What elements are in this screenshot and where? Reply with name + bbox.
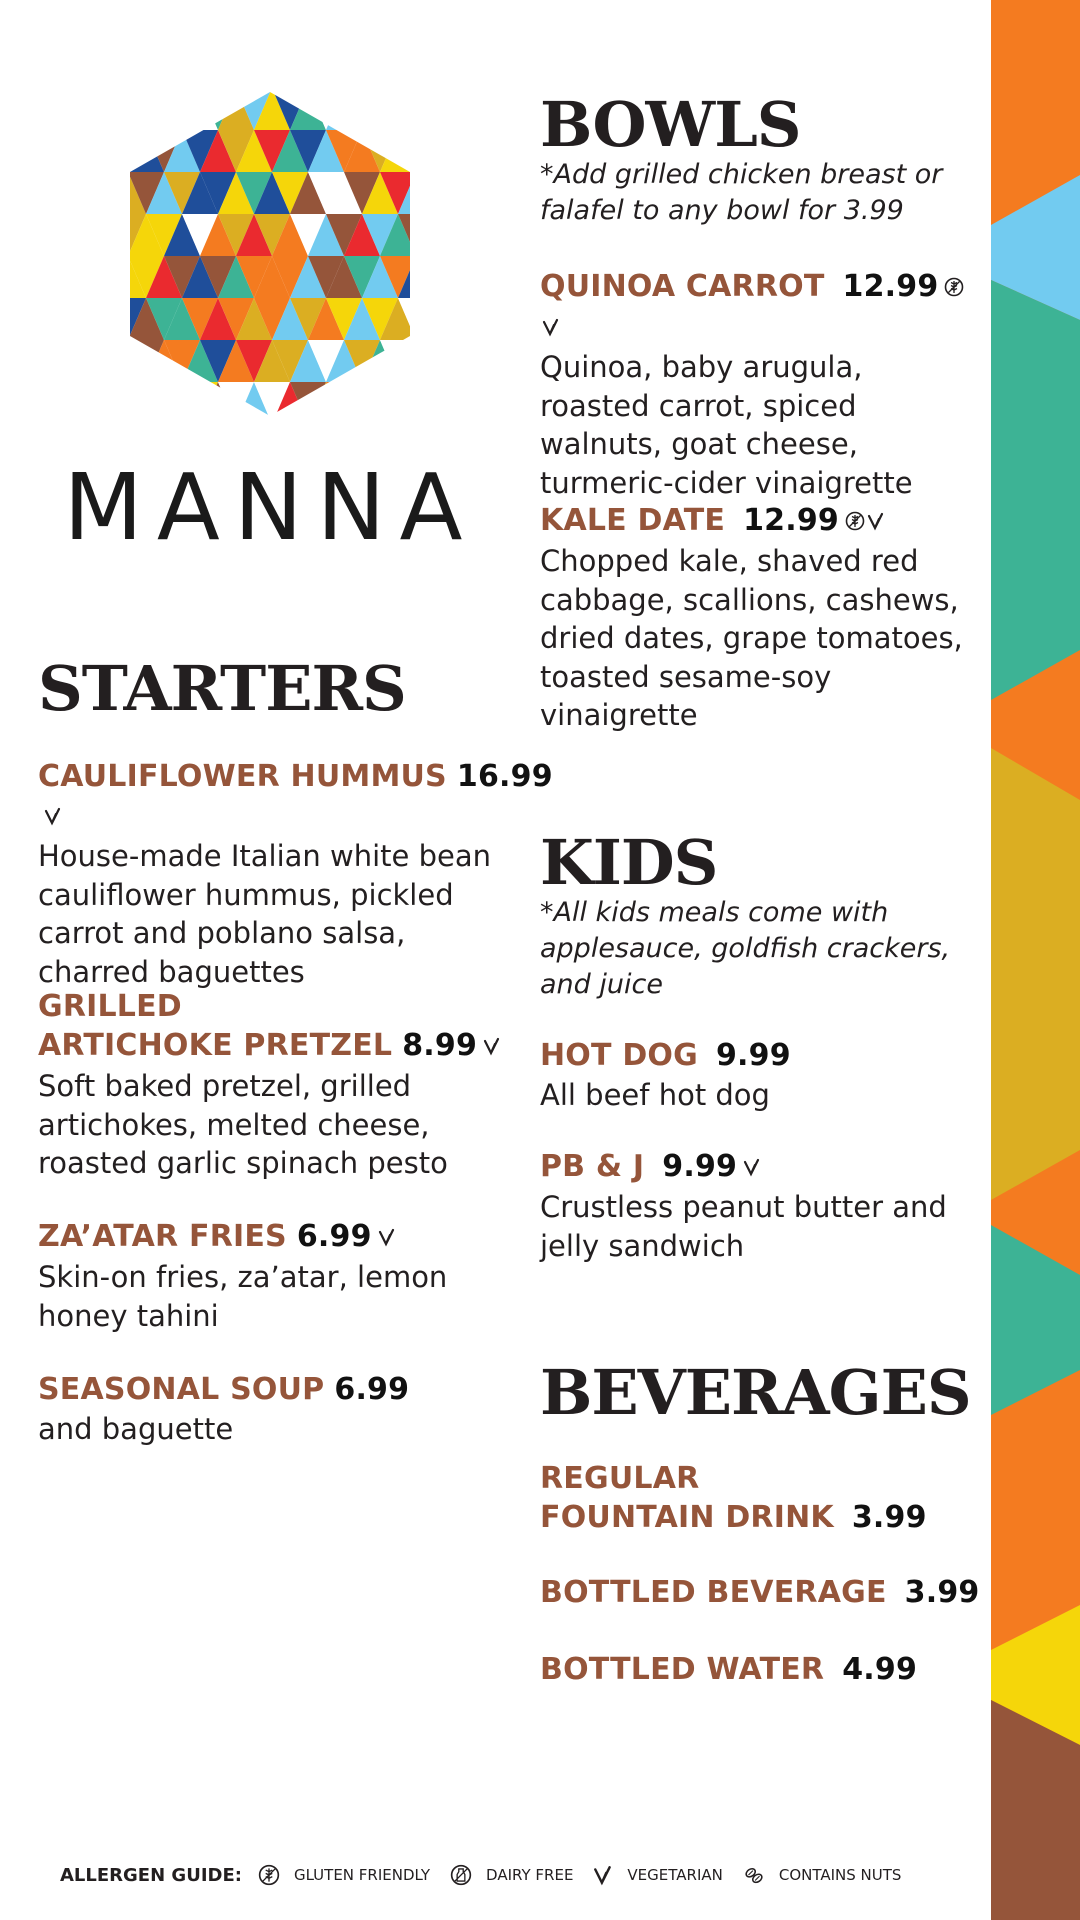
logo-mosaic-tile [362,382,398,418]
gluten-friendly-icon [258,1864,280,1886]
menu-item [540,1459,980,1537]
item-name: ZA’ATAR FRIES [38,1219,287,1254]
vegetarian-icon [378,1218,396,1257]
bowls-note: *Add grilled chicken breast or falafel to any bowl for 3.99 [540,159,943,226]
logo-mosaic-tile [398,340,430,382]
decorative-color-stripe [991,0,1080,1920]
logo-mosaic-tile [128,88,164,130]
item-description: Quinoa, baby arugula, roasted carrot, spiced walnuts, goat cheese, turmeric-cider vinaigrette [540,350,913,500]
item-name: HOT DOG [540,1038,698,1073]
item-price: 9.99 [715,1038,791,1073]
logo-mosaic-tile [110,130,146,172]
allergen-guide [60,1860,921,1890]
logo-mosaic-tile [416,88,430,130]
item-price: 12.99 [842,269,939,304]
kids-note: *All kids meals come with applesauce, goldfish crackers, and juice [540,897,951,1000]
logo-mosaic-tile [182,88,218,130]
logo-mosaic-tile [164,88,200,130]
brand-wordmark: MANNA [63,454,477,561]
logo-mosaic-tile [416,172,430,214]
logo-mosaic-tile [398,382,430,418]
item-price: 12.99 [743,503,839,538]
item-description: Chopped kale, shaved red cabbage, scallions, cashews, dried dates, grape tomatoes, toasted sesame-soy vinaigrette [540,544,963,732]
item-price: 4.99 [842,1652,918,1687]
menu-item [38,757,558,991]
vegetarian-icon [44,797,62,836]
logo-mosaic-tile [416,298,430,340]
item-price: 3.99 [904,1575,980,1610]
item-name: QUINOA CARROT [540,269,825,304]
allergen-label: CONTAINS NUTS [778,1866,902,1884]
menu-item [540,1573,980,1612]
logo-mosaic-tile [380,340,416,382]
logo-mosaic-tile [110,382,128,418]
menu-item [540,1650,980,1689]
logo-mosaic-tile [110,172,128,214]
item-name: FOUNTAIN DRINK [540,1500,834,1535]
logo-mosaic-tile [380,130,416,172]
allergen-item [743,1864,902,1886]
logo-mosaic-tile [110,88,128,130]
logo-mosaic-tile [110,214,128,256]
allergen-label: GLUTEN FRIENDLY [293,1866,431,1884]
logo-mosaic-tile [128,382,164,418]
item-name: BOTTLED BEVERAGE [540,1575,887,1610]
item-description: and baguette [38,1412,234,1446]
kids-heading: KIDS [540,826,718,899]
logo-mosaic-tile [128,130,164,172]
item-name: CAULIFLOWER HUMMUS [38,759,447,794]
logo-mosaic-tile [146,382,182,418]
menu-item [38,987,508,1183]
item-name: ARTICHOKE PRETZEL [38,1028,393,1063]
logo-mosaic-tile [128,340,164,382]
item-price: 6.99 [296,1219,372,1254]
item-price: 16.99 [456,759,553,794]
logo-mosaic-tile [110,298,128,340]
logo-mosaic-tile [182,382,218,418]
contains-nuts-icon [743,1864,765,1886]
starters-heading: STARTERS [38,652,406,725]
logo-mosaic-tile [164,382,200,418]
vegetarian-icon [593,1864,613,1886]
menu-item [540,501,980,735]
item-description: Soft baked pretzel, grilled artichokes, melted cheese, roasted garlic spinach pesto [38,1069,448,1180]
allergen-label: DAIRY FREE [486,1866,574,1884]
hexagon-mosaic-icon [110,88,430,418]
logo-mosaic-tile [110,256,128,298]
item-name: BOTTLED WATER [540,1652,825,1687]
gluten-friendly-icon [944,268,964,307]
logo-mosaic-tile [416,130,430,172]
logo-mosaic-tile [110,382,146,418]
vegetarian-icon [743,1148,761,1187]
item-name: SEASONAL SOUP [38,1372,325,1407]
vegetarian-icon [867,502,885,541]
beverages-heading: BEVERAGES [540,1356,971,1429]
item-price: 9.99 [662,1149,738,1184]
item-name: PB & J [540,1149,645,1184]
menu-item [540,1147,980,1265]
allergen-item [450,1864,573,1886]
allergen-label: VEGETARIAN [627,1866,723,1884]
logo-mosaic-tile [398,130,430,172]
logo-mosaic-tile [110,340,146,382]
logo-mosaic-tile [416,256,430,298]
item-description: All beef hot dog [540,1078,770,1112]
menu-item [38,1370,508,1449]
logo-mosaic-tile [110,340,128,382]
item-name-line1: REGULAR [540,1461,700,1496]
menu-item [540,267,980,502]
gluten-friendly-icon [845,502,865,541]
bowls-heading: BOWLS [540,88,801,161]
logo-mosaic-tile [380,382,416,418]
logo-mosaic-tile [362,88,398,130]
dairy-free-icon [450,1864,472,1886]
item-name-line1: GRILLED [38,989,182,1024]
item-price: 3.99 [851,1500,927,1535]
allergen-item [258,1864,430,1886]
allergen-guide-title: ALLERGEN GUIDE: [60,1864,242,1886]
logo-mosaic-tile [416,340,430,382]
logo-mosaic-tile [146,88,182,130]
item-description: Skin-on fries, za’atar, lemon honey tahini [38,1260,448,1333]
logo-mosaic-tile [110,130,128,172]
logo-mosaic-tile [416,382,430,418]
allergen-item [593,1864,722,1886]
vegetarian-icon [483,1027,501,1066]
item-description: Crustless peanut butter and jelly sandwich [540,1190,947,1263]
menu-item [540,1036,980,1115]
item-name: KALE DATE [540,503,726,538]
logo-mosaic-tile [326,88,362,130]
logo-mosaic-tile [344,382,380,418]
logo-mosaic-tile [416,214,430,256]
vegetarian-icon [542,308,560,347]
menu-item [38,1217,508,1335]
item-description: House-made Italian white bean cauliflower hummus, pickled carrot and poblano salsa, charred baguettes [38,839,491,989]
logo-mosaic-tile [344,88,380,130]
logo-mosaic-tile [326,382,362,418]
item-price: 8.99 [402,1028,478,1063]
logo-mosaic-tile [110,88,146,130]
logo-mosaic-tile [398,88,430,130]
logo-mosaic-tile [380,88,416,130]
item-price: 6.99 [334,1372,410,1407]
